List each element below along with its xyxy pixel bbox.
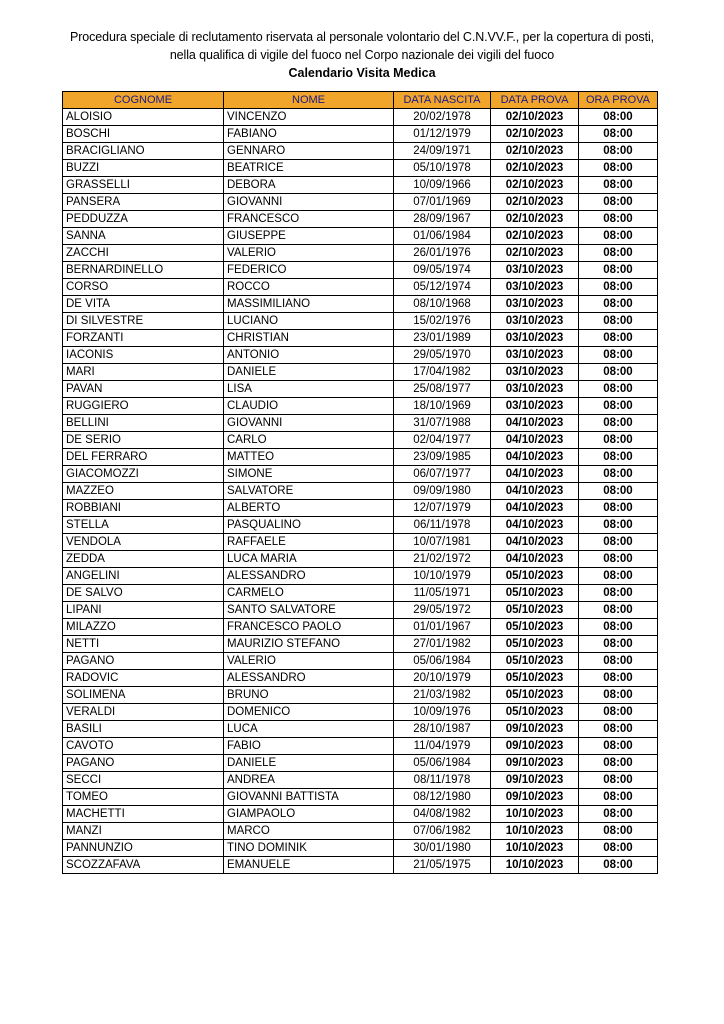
nome-cell: LUCA MARIA [224,551,394,568]
cognome-cell: DE SALVO [63,585,224,602]
nome-cell: SANTO SALVATORE [224,602,394,619]
data-prova-cell: 05/10/2023 [491,670,579,687]
data-prova-cell: 10/10/2023 [491,840,579,857]
header-row [63,92,658,109]
ora-prova-cell: 08:00 [579,789,658,806]
ora-prova-cell: 08:00 [579,364,658,381]
table-row [63,296,658,313]
table-row [63,483,658,500]
data-prova-cell: 05/10/2023 [491,653,579,670]
data-nascita-cell: 06/11/1978 [394,517,491,534]
cognome-cell: PANSERA [63,194,224,211]
ora-prova-cell: 08:00 [579,449,658,466]
nome-cell: ALESSANDRO [224,568,394,585]
ora-prova-cell: 08:00 [579,585,658,602]
table-row [63,602,658,619]
table-row [63,670,658,687]
data-prova-cell: 03/10/2023 [491,381,579,398]
table-row [63,449,658,466]
ora-prova-cell: 08:00 [579,279,658,296]
ora-prova-cell: 08:00 [579,143,658,160]
data-prova-cell: 02/10/2023 [491,228,579,245]
cognome-cell: CAVOTO [63,738,224,755]
data-nascita-cell: 11/04/1979 [394,738,491,755]
data-nascita-cell: 01/01/1967 [394,619,491,636]
ora-prova-cell: 08:00 [579,432,658,449]
ora-prova-cell: 08:00 [579,262,658,279]
data-nascita-cell: 10/09/1966 [394,177,491,194]
data-nascita-cell: 02/04/1977 [394,432,491,449]
data-prova-cell: 10/10/2023 [491,823,579,840]
ora-prova-cell: 08:00 [579,245,658,262]
table-row [63,636,658,653]
ora-prova-cell: 08:00 [579,500,658,517]
nome-cell: GIOVANNI BATTISTA [224,789,394,806]
cognome-cell: BELLINI [63,415,224,432]
column-header-nome: NOME [224,92,394,109]
cognome-cell: STELLA [63,517,224,534]
data-prova-cell: 02/10/2023 [491,177,579,194]
cognome-cell: MACHETTI [63,806,224,823]
data-nascita-cell: 21/02/1972 [394,551,491,568]
cognome-cell: VENDOLA [63,534,224,551]
cognome-cell: PANNUNZIO [63,840,224,857]
table-row [63,704,658,721]
data-nascita-cell: 07/01/1969 [394,194,491,211]
ora-prova-cell: 08:00 [579,636,658,653]
ora-prova-cell: 08:00 [579,381,658,398]
cognome-cell: RADOVIC [63,670,224,687]
data-prova-cell: 05/10/2023 [491,568,579,585]
data-nascita-cell: 21/05/1975 [394,857,491,874]
ora-prova-cell: 08:00 [579,398,658,415]
nome-cell: ANDREA [224,772,394,789]
table-row [63,772,658,789]
table-row [63,160,658,177]
ora-prova-cell: 08:00 [579,755,658,772]
ora-prova-cell: 08:00 [579,517,658,534]
data-nascita-cell: 05/12/1974 [394,279,491,296]
ora-prova-cell: 08:00 [579,568,658,585]
ora-prova-cell: 08:00 [579,857,658,874]
table-row [63,789,658,806]
data-nascita-cell: 24/09/1971 [394,143,491,160]
data-nascita-cell: 09/05/1974 [394,262,491,279]
nome-cell: SIMONE [224,466,394,483]
ora-prova-cell: 08:00 [579,721,658,738]
header-line-1: Procedura speciale di reclutamento riservata al personale volontario del C.N.VV.F., per la copertura di posti, [70,30,654,44]
cognome-cell: BOSCHI [63,126,224,143]
ora-prova-cell: 08:00 [579,415,658,432]
cognome-cell: BASILI [63,721,224,738]
table-row [63,279,658,296]
table-row [63,840,658,857]
data-prova-cell: 04/10/2023 [491,415,579,432]
nome-cell: GIAMPAOLO [224,806,394,823]
ora-prova-cell: 08:00 [579,704,658,721]
data-nascita-cell: 09/09/1980 [394,483,491,500]
cognome-cell: VERALDI [63,704,224,721]
nome-cell: ANTONIO [224,347,394,364]
ora-prova-cell: 08:00 [579,483,658,500]
data-prova-cell: 09/10/2023 [491,738,579,755]
nome-cell: SALVATORE [224,483,394,500]
ora-prova-cell: 08:00 [579,126,658,143]
table-row [63,228,658,245]
ora-prova-cell: 08:00 [579,330,658,347]
data-prova-cell: 09/10/2023 [491,772,579,789]
cognome-cell: BERNARDINELLO [63,262,224,279]
table-row [63,517,658,534]
cognome-cell: FORZANTI [63,330,224,347]
table-row [63,755,658,772]
data-prova-cell: 02/10/2023 [491,194,579,211]
ora-prova-cell: 08:00 [579,687,658,704]
cognome-cell: CORSO [63,279,224,296]
nome-cell: FEDERICO [224,262,394,279]
table-row [63,381,658,398]
nome-cell: VINCENZO [224,109,394,126]
nome-cell: CARMELO [224,585,394,602]
data-prova-cell: 02/10/2023 [491,211,579,228]
column-header-data-prova: DATA PROVA [491,92,579,109]
data-nascita-cell: 05/10/1978 [394,160,491,177]
data-nascita-cell: 20/10/1979 [394,670,491,687]
cognome-cell: ZEDDA [63,551,224,568]
document-subtitle: Calendario Visita Medica [288,66,436,80]
data-prova-cell: 03/10/2023 [491,347,579,364]
table-row [63,211,658,228]
nome-cell: DOMENICO [224,704,394,721]
nome-cell: CHRISTIAN [224,330,394,347]
table-row [63,177,658,194]
ora-prova-cell: 08:00 [579,551,658,568]
ora-prova-cell: 08:00 [579,806,658,823]
table-row [63,585,658,602]
table-row [63,398,658,415]
nome-cell: ALESSANDRO [224,670,394,687]
cognome-cell: BRACIGLIANO [63,143,224,160]
cognome-cell: MANZI [63,823,224,840]
cognome-cell: IACONIS [63,347,224,364]
ora-prova-cell: 08:00 [579,772,658,789]
ora-prova-cell: 08:00 [579,653,658,670]
data-nascita-cell: 15/02/1976 [394,313,491,330]
nome-cell: DANIELE [224,364,394,381]
data-nascita-cell: 08/11/1978 [394,772,491,789]
nome-cell: CARLO [224,432,394,449]
nome-cell: GENNARO [224,143,394,160]
data-prova-cell: 03/10/2023 [491,398,579,415]
data-prova-cell: 02/10/2023 [491,143,579,160]
data-prova-cell: 02/10/2023 [491,160,579,177]
nome-cell: GIUSEPPE [224,228,394,245]
cognome-cell: BUZZI [63,160,224,177]
nome-cell: MATTEO [224,449,394,466]
data-nascita-cell: 29/05/1970 [394,347,491,364]
nome-cell: ALBERTO [224,500,394,517]
data-nascita-cell: 23/09/1985 [394,449,491,466]
nome-cell: TINO DOMINIK [224,840,394,857]
column-header-data-nascita: DATA NASCITA [394,92,491,109]
cognome-cell: SOLIMENA [63,687,224,704]
data-prova-cell: 04/10/2023 [491,483,579,500]
cognome-cell: DE SERIO [63,432,224,449]
table-row [63,262,658,279]
data-nascita-cell: 07/06/1982 [394,823,491,840]
cognome-cell: GRASSELLI [63,177,224,194]
data-prova-cell: 04/10/2023 [491,432,579,449]
cognome-cell: SECCI [63,772,224,789]
nome-cell: GIOVANNI [224,415,394,432]
data-nascita-cell: 18/10/1969 [394,398,491,415]
data-prova-cell: 04/10/2023 [491,466,579,483]
cognome-cell: DI SILVESTRE [63,313,224,330]
nome-cell: MASSIMILIANO [224,296,394,313]
table-row [63,568,658,585]
data-nascita-cell: 26/01/1976 [394,245,491,262]
data-nascita-cell: 28/09/1967 [394,211,491,228]
nome-cell: MARCO [224,823,394,840]
table-row [63,347,658,364]
data-prova-cell: 02/10/2023 [491,126,579,143]
table-row [63,806,658,823]
data-nascita-cell: 10/10/1979 [394,568,491,585]
cognome-cell: ALOISIO [63,109,224,126]
table-row [63,126,658,143]
ora-prova-cell: 08:00 [579,160,658,177]
table-row [63,415,658,432]
cognome-cell: TOMEO [63,789,224,806]
nome-cell: FABIANO [224,126,394,143]
cognome-cell: DEL FERRARO [63,449,224,466]
ora-prova-cell: 08:00 [579,840,658,857]
nome-cell: LUCIANO [224,313,394,330]
nome-cell: CLAUDIO [224,398,394,415]
column-header-ora-prova: ORA PROVA [579,92,658,109]
cognome-cell: ZACCHI [63,245,224,262]
table-row [63,721,658,738]
data-prova-cell: 04/10/2023 [491,534,579,551]
nome-cell: EMANUELE [224,857,394,874]
ora-prova-cell: 08:00 [579,313,658,330]
data-prova-cell: 04/10/2023 [491,500,579,517]
data-prova-cell: 02/10/2023 [491,245,579,262]
data-nascita-cell: 31/07/1988 [394,415,491,432]
table-row [63,619,658,636]
data-nascita-cell: 12/07/1979 [394,500,491,517]
table-row [63,466,658,483]
cognome-cell: PAGANO [63,653,224,670]
ora-prova-cell: 08:00 [579,466,658,483]
table-row [63,245,658,262]
ora-prova-cell: 08:00 [579,534,658,551]
table-row [63,534,658,551]
nome-cell: VALERIO [224,653,394,670]
data-nascita-cell: 20/02/1978 [394,109,491,126]
data-nascita-cell: 25/08/1977 [394,381,491,398]
data-prova-cell: 05/10/2023 [491,602,579,619]
data-nascita-cell: 05/06/1984 [394,653,491,670]
data-prova-cell: 04/10/2023 [491,449,579,466]
data-prova-cell: 10/10/2023 [491,857,579,874]
data-prova-cell: 03/10/2023 [491,313,579,330]
cognome-cell: GIACOMOZZI [63,466,224,483]
table-row [63,500,658,517]
table-row [63,143,658,160]
data-prova-cell: 03/10/2023 [491,262,579,279]
cognome-cell: MILAZZO [63,619,224,636]
ora-prova-cell: 08:00 [579,738,658,755]
data-nascita-cell: 30/01/1980 [394,840,491,857]
data-nascita-cell: 04/08/1982 [394,806,491,823]
cognome-cell: NETTI [63,636,224,653]
nome-cell: ROCCO [224,279,394,296]
data-prova-cell: 05/10/2023 [491,585,579,602]
data-nascita-cell: 21/03/1982 [394,687,491,704]
data-prova-cell: 05/10/2023 [491,687,579,704]
data-prova-cell: 05/10/2023 [491,636,579,653]
table-row [63,432,658,449]
data-nascita-cell: 23/01/1989 [394,330,491,347]
data-prova-cell: 09/10/2023 [491,721,579,738]
table-row [63,823,658,840]
nome-cell: BEATRICE [224,160,394,177]
cognome-cell: PEDDUZZA [63,211,224,228]
data-prova-cell: 04/10/2023 [491,551,579,568]
data-prova-cell: 05/10/2023 [491,619,579,636]
table-row [63,330,658,347]
data-prova-cell: 03/10/2023 [491,296,579,313]
data-nascita-cell: 28/10/1987 [394,721,491,738]
ora-prova-cell: 08:00 [579,194,658,211]
cognome-cell: LIPANI [63,602,224,619]
table-row [63,109,658,126]
table-row [63,551,658,568]
nome-cell: RAFFAELE [224,534,394,551]
cognome-cell: ANGELINI [63,568,224,585]
data-prova-cell: 05/10/2023 [491,704,579,721]
table-row [63,857,658,874]
nome-cell: PASQUALINO [224,517,394,534]
ora-prova-cell: 08:00 [579,177,658,194]
cognome-cell: DE VITA [63,296,224,313]
cognome-cell: SANNA [63,228,224,245]
ora-prova-cell: 08:00 [579,211,658,228]
table-row [63,364,658,381]
table-header [63,92,658,109]
data-nascita-cell: 10/07/1981 [394,534,491,551]
ora-prova-cell: 08:00 [579,670,658,687]
nome-cell: DEBORA [224,177,394,194]
table-row [63,313,658,330]
data-prova-cell: 03/10/2023 [491,330,579,347]
table-row [63,653,658,670]
data-nascita-cell: 01/06/1984 [394,228,491,245]
data-prova-cell: 09/10/2023 [491,755,579,772]
data-nascita-cell: 29/05/1972 [394,602,491,619]
column-header-cognome: COGNOME [63,92,224,109]
data-nascita-cell: 08/10/1968 [394,296,491,313]
cognome-cell: MARI [63,364,224,381]
nome-cell: FRANCESCO [224,211,394,228]
ora-prova-cell: 08:00 [579,619,658,636]
data-nascita-cell: 08/12/1980 [394,789,491,806]
ora-prova-cell: 08:00 [579,347,658,364]
nome-cell: FRANCESCO PAOLO [224,619,394,636]
data-prova-cell: 09/10/2023 [491,789,579,806]
nome-cell: BRUNO [224,687,394,704]
data-nascita-cell: 01/12/1979 [394,126,491,143]
ora-prova-cell: 08:00 [579,823,658,840]
ora-prova-cell: 08:00 [579,602,658,619]
data-nascita-cell: 11/05/1971 [394,585,491,602]
data-prova-cell: 02/10/2023 [491,109,579,126]
table-row [63,194,658,211]
nome-cell: VALERIO [224,245,394,262]
schedule-table [62,91,658,874]
ora-prova-cell: 08:00 [579,296,658,313]
nome-cell: LUCA [224,721,394,738]
nome-cell: LISA [224,381,394,398]
nome-cell: DANIELE [224,755,394,772]
nome-cell: GIOVANNI [224,194,394,211]
cognome-cell: MAZZEO [63,483,224,500]
data-nascita-cell: 06/07/1977 [394,466,491,483]
data-prova-cell: 04/10/2023 [491,517,579,534]
data-prova-cell: 03/10/2023 [491,279,579,296]
cognome-cell: RUGGIERO [63,398,224,415]
document-header [40,28,684,82]
ora-prova-cell: 08:00 [579,109,658,126]
data-nascita-cell: 17/04/1982 [394,364,491,381]
data-nascita-cell: 05/06/1984 [394,755,491,772]
cognome-cell: PAGANO [63,755,224,772]
nome-cell: FABIO [224,738,394,755]
ora-prova-cell: 08:00 [579,228,658,245]
data-prova-cell: 10/10/2023 [491,806,579,823]
table-body [63,109,658,874]
table-row [63,738,658,755]
data-nascita-cell: 27/01/1982 [394,636,491,653]
cognome-cell: SCOZZAFAVA [63,857,224,874]
data-prova-cell: 03/10/2023 [491,364,579,381]
cognome-cell: ROBBIANI [63,500,224,517]
data-nascita-cell: 10/09/1976 [394,704,491,721]
header-line-2: nella qualifica di vigile del fuoco nel Corpo nazionale dei vigili del fuoco [169,48,555,62]
nome-cell: MAURIZIO STEFANO [224,636,394,653]
cognome-cell: PAVAN [63,381,224,398]
table-row [63,687,658,704]
